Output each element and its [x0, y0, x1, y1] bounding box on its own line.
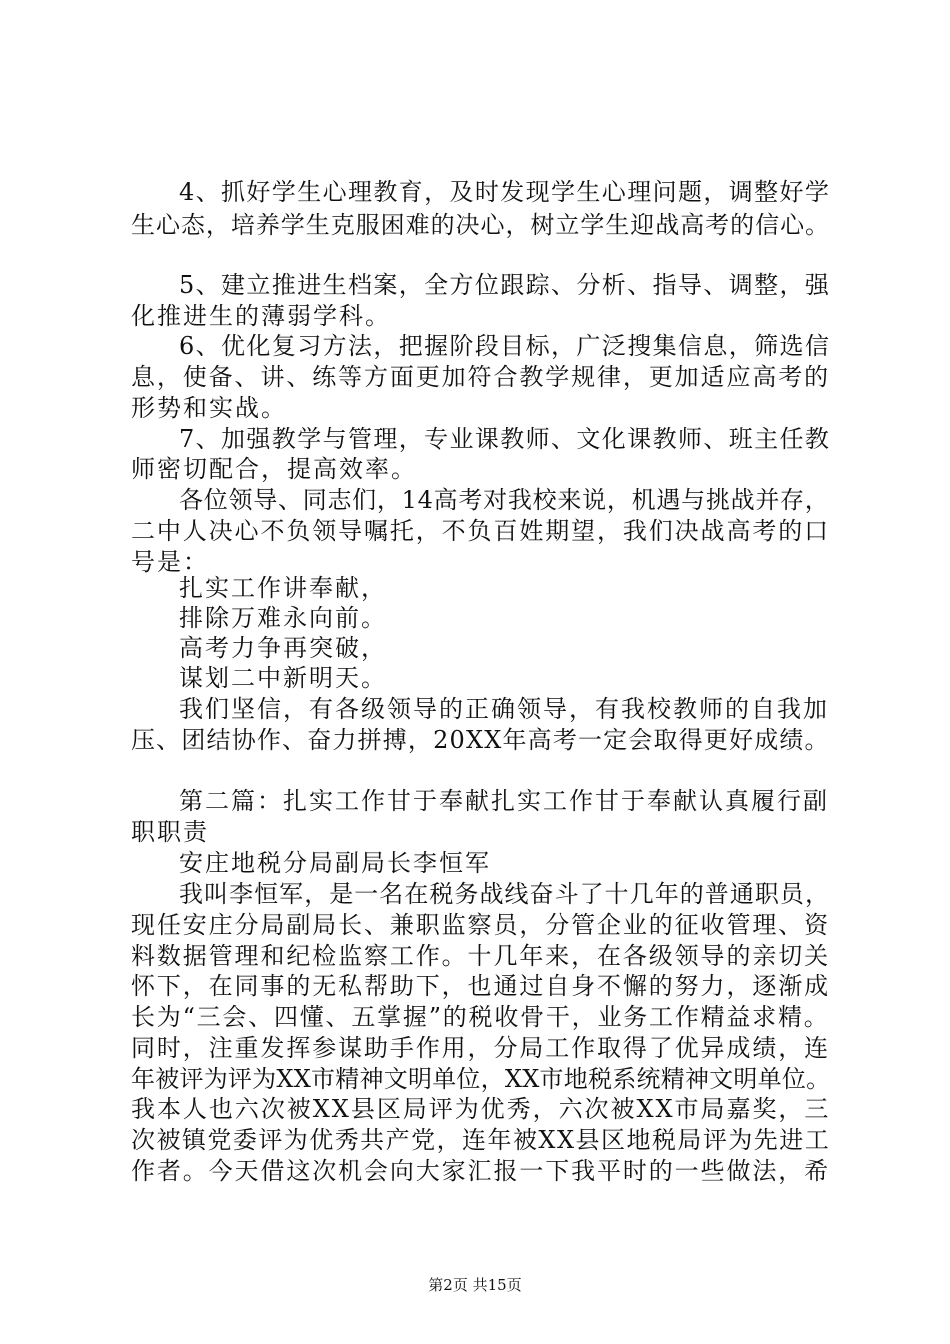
text-line: 料数据管理和纪检监察工作。十几年来，在各级领导的亲切关	[131, 942, 830, 970]
text-line: 各位领导、同志们，14高考对我校来说，机遇与挑战并存，	[179, 486, 830, 514]
text-line: 我们坚信，有各级领导的正确领导，有我校教师的自我加	[179, 695, 829, 723]
slogan-line: 排除万难永向前。	[179, 604, 387, 632]
slogan-line: 扎实工作讲奉献，	[179, 574, 387, 602]
text-line: 长为“三会、四懂、五掌握”的税收骨干，业务工作精益求精。	[131, 1003, 830, 1031]
section-title: 职职责	[131, 818, 209, 846]
slogan-line: 谋划二中新明天。	[179, 664, 387, 692]
text-line: 化推进生的薄弱学科。	[131, 302, 391, 330]
text-line: 师密切配合，提高效率。	[131, 455, 417, 483]
text-line: 6、优化复习方法，把握阶段目标，广泛搜集信息，筛选信	[179, 332, 831, 360]
author-line: 安庄地税分局副局长李恒军	[179, 849, 491, 877]
text-line: 7、加强教学与管理，专业课教师、文化课教师、班主任教	[179, 425, 831, 453]
text-line: 5、建立推进生档案，全方位跟踪、分析、指导、调整，强	[179, 271, 831, 299]
text-line: 息，使备、讲、练等方面更加符合教学规律，更加适应高考的	[131, 363, 830, 391]
text-line: 作者。今天借这次机会向大家汇报一下我平时的一些做法，希	[131, 1157, 830, 1185]
text-line: 形势和实战。	[131, 394, 287, 422]
text-line: 次被镇党委评为优秀共产党，连年被XX县区地税局评为先进工	[131, 1126, 831, 1154]
text-line: 号是：	[131, 548, 209, 576]
text-line: 年被评为评为XX市精神文明单位，XX市地税系统精神文明单位。	[131, 1065, 831, 1093]
text-line: 生心态，培养学生克服困难的决心，树立学生迎战高考的信心。	[131, 211, 830, 239]
page-footer: 第2页 共15页	[428, 1276, 522, 1294]
text-line: 二中人决心不负领导嘱托，不负百姓期望，我们决战高考的口	[131, 517, 830, 545]
text-line: 我本人也六次被XX县区局评为优秀，六次被XX市局嘉奖，三	[131, 1095, 831, 1123]
text-line: 同时，注重发挥参谋助手作用，分局工作取得了优异成绩，连	[131, 1034, 830, 1062]
text-line: 怀下，在同事的无私帮助下，也通过自身不懈的努力，逐渐成	[131, 972, 830, 1000]
section-title: 第二篇：扎实工作甘于奉献扎实工作甘于奉献认真履行副	[179, 787, 829, 815]
text-line: 压、团结协作、奋力拼搏，20XX年高考一定会取得更好成绩。	[131, 726, 830, 754]
text-line: 4、抓好学生心理教育，及时发现学生心理问题，调整好学	[179, 178, 831, 206]
text-line: 我叫李恒军，是一名在税务战线奋斗了十几年的普通职员，	[179, 880, 830, 908]
text-line: 现任安庄分局副局长、兼职监察员，分管企业的征收管理、资	[131, 911, 830, 939]
slogan-line: 高考力争再突破，	[179, 634, 387, 662]
